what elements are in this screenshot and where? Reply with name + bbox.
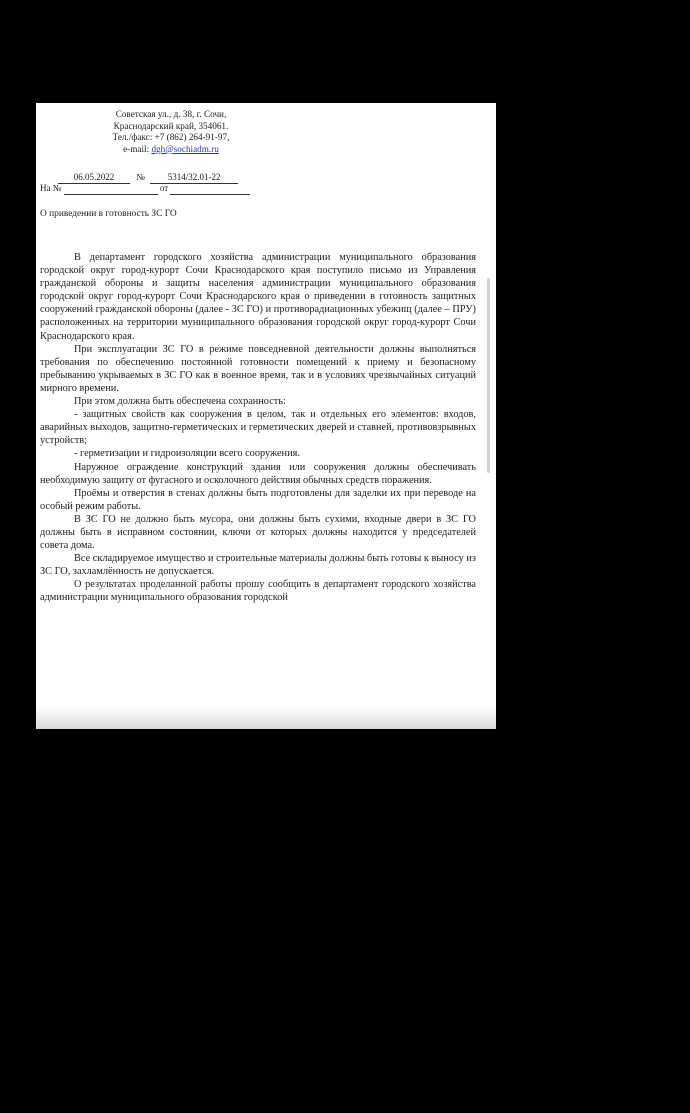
sender-address-block	[76, 109, 266, 155]
reference-from-label: от	[159, 183, 169, 193]
body-paragraph-8: О результатах проделанной работы прошу сообщить в департамент городского хозяйства администрации муниципального образования городской	[40, 579, 476, 604]
body-paragraph-7: Все складируемое имущество и строительные материалы должны быть готовы к выносу из ЗС ГО, захламлённость не допускается.	[40, 553, 476, 578]
address-line-phone: Тел./факс: +7 (862) 264-91-97,	[112, 132, 230, 143]
body-paragraph-5: Проёмы и отверстия в стенах должны быть подготовлены для заделки их при переводе на особый режим работы.	[40, 487, 476, 512]
page-bottom-shadow	[36, 707, 496, 729]
letter-body	[40, 251, 476, 605]
reference-line	[40, 183, 250, 195]
body-list-item-2: - герметизации и гидроизоляции всего сооружения.	[74, 448, 300, 460]
letter-subject: О приведении в готовность ЗС ГО	[40, 209, 177, 219]
body-list-item-1: - защитных свойств как сооружения в целом, так и отдельных его элементов: входов, аварийных выходов, защитно-герметических и герметических дверей и ставней, противовзрывных устройств;	[40, 409, 476, 447]
reference-number-blank	[64, 183, 158, 195]
reference-label: На №	[40, 183, 62, 193]
body-paragraph-4: Наружное ограждение конструкций здания или сооружения должны обеспечивать необходимую защиту от фугасного и осколочного действия обычных средств поражения.	[40, 461, 476, 486]
email-link[interactable]: dgh@sochiadm.ru	[151, 143, 219, 154]
registration-number: 5314/32.01-22	[150, 172, 238, 184]
body-paragraph-2: При эксплуатации ЗС ГО в режиме повседневной деятельности должны выполняться требования по обеспечению постоянной готовности помещений к приему и безопасному пребыванию укрываемых в ЗС ГО как в военное время, так и в условиях чрезвычайных ситуаций мирного времени.	[40, 343, 476, 394]
reference-date-blank	[170, 183, 250, 195]
registration-date: 06.05.2022	[58, 172, 130, 184]
body-paragraph-1: В департамент городского хозяйства администрации муниципального образования городской округ город-курорт Сочи Краснодарского края поступило письмо из Управления гражданской обороны и защиты населения администрации муниципального образования городской округ город-курорт Сочи Краснодарского края о приведении в готовность защитных сооружений гражданской обороны (далее - ЗС ГО) и противорадиационных убежищ (далее – ПРУ) расположенных на территории муниципального образования городской округ город-курорт Сочи Краснодарского края.	[40, 252, 476, 342]
body-paragraph-6: В ЗС ГО не должно быть мусора, они должны быть сухими, входные двери в ЗС ГО должны быть в исправном состоянии, ключи от которых должны находится у председателей совета дома.	[40, 513, 476, 552]
address-line-street: Советская ул., д. 38, г. Сочи,	[115, 109, 227, 119]
document-page	[36, 103, 496, 729]
address-line-region: Краснодарский край, 354061.	[113, 120, 229, 131]
registration-number-sign: №	[136, 172, 145, 182]
email-label: e-mail:	[123, 143, 150, 154]
body-paragraph-3: При этом должна быть обеспечена сохранность:	[74, 396, 286, 408]
scrollbar[interactable]	[487, 278, 490, 473]
address-line-email	[76, 144, 266, 156]
